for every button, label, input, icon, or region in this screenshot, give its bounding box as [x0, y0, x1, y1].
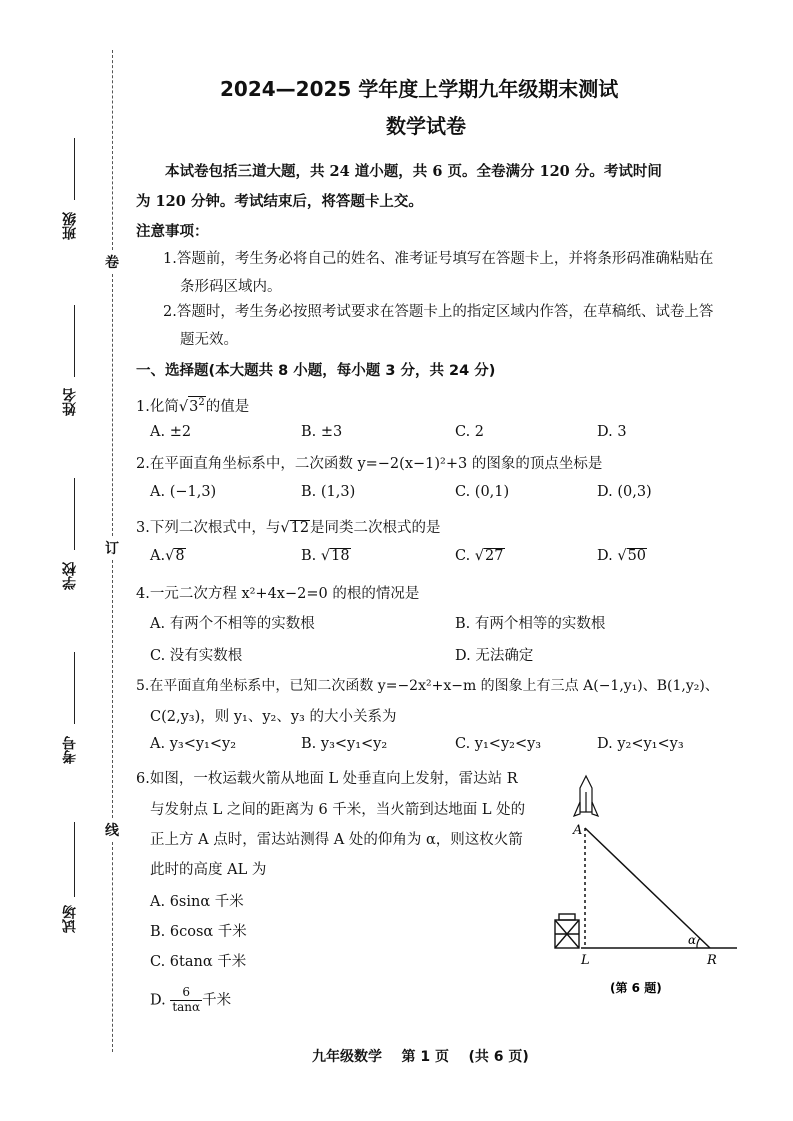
q4-option-b: B. 有两个相等的实数根: [455, 616, 606, 632]
q5-option-d: D. y₂<y₁<y₃: [597, 736, 684, 752]
class-blank-line: [74, 138, 75, 200]
q2-option-c: C. (0,1): [455, 484, 510, 500]
class-label: 班级: [62, 212, 78, 240]
name-label: 姓名: [62, 388, 78, 416]
q1-stem: [136, 395, 249, 416]
q6-stem-line-3: 正上方 A 点时，雷达站测得 A 处的仰角为 α，则这枚火箭: [150, 832, 523, 848]
q6-option-c: C. 6tanα 千米: [150, 954, 247, 970]
point-r-label: R: [707, 953, 717, 968]
q2-option-a: A. (−1,3): [150, 484, 217, 500]
point-l-label: L: [581, 953, 590, 968]
binding-word-ding: 订: [105, 541, 119, 557]
note-1-line-b: 条形码区域内。: [180, 279, 282, 295]
notes-heading: 注意事项：: [136, 224, 209, 240]
rocket-icon: [574, 776, 598, 816]
school-blank-line: [74, 478, 75, 550]
binding-dashed-line: [112, 50, 114, 250]
q4-option-c: C. 没有实数根: [150, 648, 243, 664]
note-1-line-a: 1.答题前，考生务必将自己的姓名、准考证号填写在答题卡上，并将条形码准确粘贴在: [163, 251, 714, 267]
q6-option-a: A. 6sinα 千米: [150, 894, 244, 910]
q6-option-b: B. 6cosα 千米: [150, 924, 247, 940]
exam-title: 2024—2025 学年度上学期九年级期末测试: [220, 77, 619, 101]
q1-stem-prefix: 1.化简: [136, 399, 179, 415]
intro-line-2: 为 120 分钟。考试结束后，将答题卡上交。: [136, 193, 423, 210]
note-2-line-b: 题无效。: [180, 332, 238, 348]
intro-line-1: 本试卷包括三道大题，共 24 道小题，共 6 页。全卷满分 120 分。考试时间: [165, 163, 662, 180]
q2-stem: 2.在平面直角坐标系中，二次函数 y=−2(x−1)²+3 的图象的顶点坐标是: [136, 456, 603, 472]
room-label: 试场: [62, 905, 78, 933]
q5-option-c: C. y₁<y₂<y₃: [455, 736, 542, 752]
q6-stem-line-1: 6.如图，一枚运载火箭从地面 L 处垂直向上发射，雷达站 R: [136, 771, 518, 787]
launch-tower-icon: [555, 914, 579, 948]
q6-figure: [545, 772, 745, 1002]
q1-option-a: A. ±2: [150, 424, 192, 440]
exam-no-label: 考号: [62, 736, 78, 764]
q5-stem-line-2: C(2,y₃)，则 y₁、y₂、y₃ 的大小关系为: [150, 709, 397, 725]
note-2-line-a: 2.答题时，考生务必按照考试要求在答题卡上的指定区域内作答，在草稿纸、试卷上答: [163, 304, 714, 320]
name-blank-line: [74, 305, 75, 377]
binding-dashed-line: [112, 560, 114, 818]
q1-stem-suffix: 的值是: [205, 399, 250, 415]
q1-option-d: D. 3: [597, 424, 627, 440]
school-label: 学校: [62, 562, 78, 590]
q1-option-b: B. ±3: [301, 424, 343, 440]
q4-stem: 4.一元二次方程 x²+4x−2=0 的根的情况是: [136, 586, 420, 602]
angle-alpha-label: α: [688, 933, 697, 947]
exam-subtitle: 数学试卷: [386, 114, 466, 138]
q3-stem: [136, 516, 441, 537]
q3-stem-suffix: 是同类二次根式的是: [310, 520, 441, 536]
q3-radical-sqrt12: √12: [280, 520, 310, 536]
segment-ar: [585, 828, 710, 948]
q6-stem-line-2: 与发射点 L 之间的距离为 6 千米，当火箭到达地面 L 处的: [150, 802, 526, 818]
q3-option-c: C. √27: [455, 548, 504, 564]
q5-option-a: A. y₃<y₁<y₂: [150, 736, 237, 752]
figure-caption: (第 6 题): [610, 981, 662, 995]
exam-no-blank-line: [74, 652, 75, 724]
q3-option-d: D. √50: [597, 548, 647, 564]
q2-option-b: B. (1,3): [301, 484, 356, 500]
q3-stem-prefix: 3.下列二次根式中，与: [136, 520, 281, 536]
binding-word-juan: 卷: [105, 255, 119, 271]
q1-option-c: C. 2: [455, 424, 485, 440]
point-a-label: A: [573, 823, 583, 838]
q3-option-b: B. √18: [301, 548, 350, 564]
q5-option-b: B. y₃<y₁<y₂: [301, 736, 388, 752]
section-1-heading: 一、选择题(本大题共 8 小题，每小题 3 分，共 24 分): [136, 363, 496, 379]
q3-option-a: A.√8: [150, 548, 185, 564]
q6-option-d: D. $\frac{6}{\tan\alpha}$ 千米: [150, 985, 232, 1014]
q6-stem-line-4: 此时的高度 AL 为: [150, 862, 267, 878]
angle-alpha-arc: [697, 938, 700, 948]
room-blank-line: [74, 822, 75, 897]
q4-option-d: D. 无法确定: [455, 648, 534, 664]
binding-dashed-line: [112, 842, 114, 1052]
q6-option-d-fraction: $\frac{6}{\tan\alpha}$: [172, 985, 201, 1014]
q2-option-d: D. (0,3): [597, 484, 652, 500]
page-footer: 九年级数学 第 1 页 (共 6 页): [312, 1049, 529, 1065]
q4-option-a: A. 有两个不相等的实数根: [150, 616, 315, 632]
binding-dashed-line: [112, 274, 114, 536]
q5-stem-line-1: 5.在平面直角坐标系中，已知二次函数 y=−2x²+x−m 的图象上有三点 A(−1,y₁)、B(1,y₂)、: [136, 678, 719, 694]
binding-word-xian: 线: [105, 823, 119, 839]
q1-sqrt-expression: $√3^2$: [178, 397, 205, 415]
